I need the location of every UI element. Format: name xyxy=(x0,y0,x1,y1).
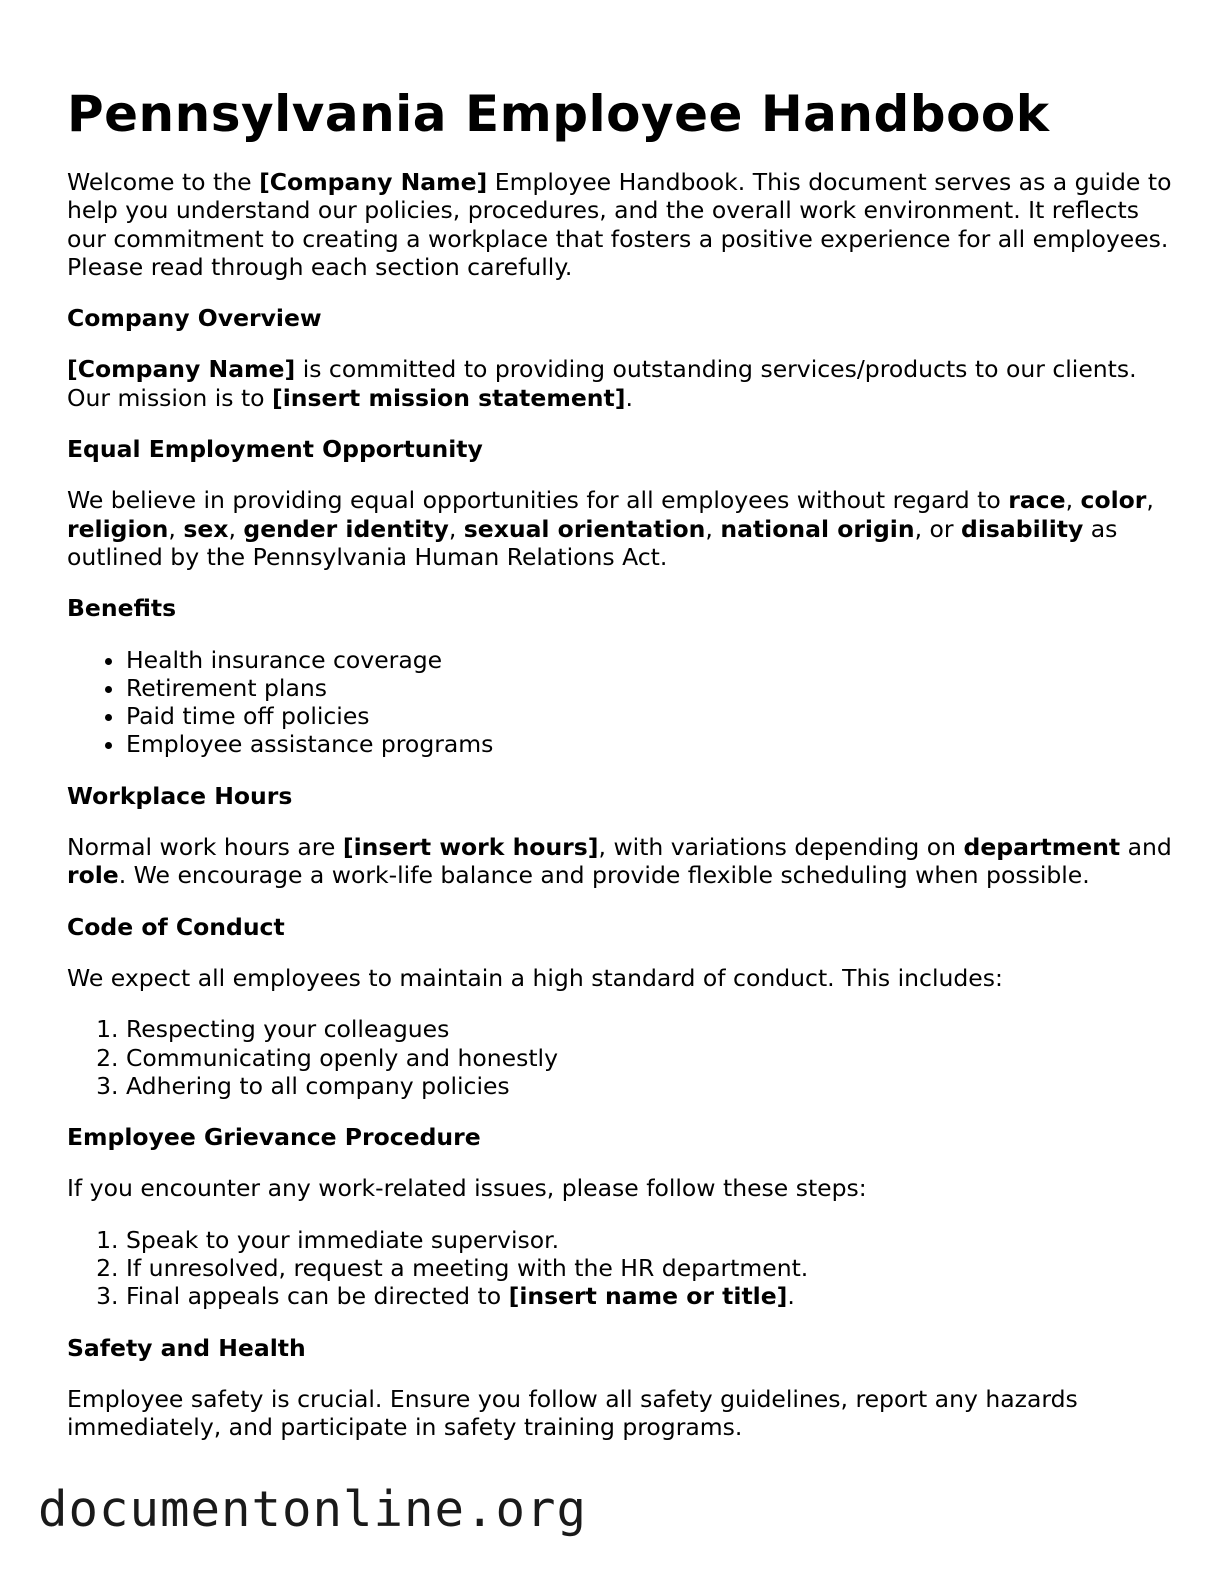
list-item: 3. Final appeals can be directed to [insert name or title]. xyxy=(126,1282,1177,1310)
intro-paragraph: Welcome to the [Company Name] Employee Handbook. This document serves as a guide to help you understand our policies, procedures, and the overall work environment. It reflects our commitment to creating a workplace that fosters a positive experience for all employees. Please read through each section carefully. xyxy=(67,168,1172,281)
workplace-hours-paragraph: Normal work hours are [insert work hours], with variations depending on department and role. We encourage a work-life balance and provide flexible scheduling when possible. xyxy=(67,833,1172,890)
list-item: • Health insurance coverage xyxy=(126,646,1177,674)
list-item: 1. Speak to your immediate supervisor. xyxy=(126,1226,1177,1254)
page-title: Pennsylvania Employee Handbook xyxy=(67,85,1050,143)
section-heading-workplace-hours: Workplace Hours xyxy=(67,781,293,810)
company-name-placeholder: [Company Name] xyxy=(67,355,296,384)
company-overview-paragraph: [Company Name] is committed to providing outstanding services/products to our clients. Our mission is to [insert mission statement]. xyxy=(67,355,1137,412)
section-heading-code-of-conduct: Code of Conduct xyxy=(67,912,285,941)
list-item: 1. Respecting your colleagues xyxy=(126,1015,1177,1043)
name-or-title-placeholder: [insert name or title] xyxy=(508,1282,788,1311)
document-page xyxy=(67,82,1177,1465)
list-item: • Retirement plans xyxy=(126,674,1177,702)
list-item: 3. Adhering to all company policies xyxy=(126,1072,1177,1100)
section-heading-safety: Safety and Health xyxy=(67,1333,306,1362)
list-item: 2. Communicating openly and honestly xyxy=(126,1044,1177,1072)
list-item: • Employee assistance programs xyxy=(126,730,1177,758)
company-name-placeholder: [Company Name] xyxy=(259,168,488,196)
list-item: 2. If unresolved, request a meeting with the HR department. xyxy=(126,1254,1177,1282)
code-of-conduct-paragraph: We expect all employees to maintain a high standard of conduct. This includes: xyxy=(67,963,1003,992)
list-item: • Paid time off policies xyxy=(126,702,1177,730)
section-heading-eeo: Equal Employment Opportunity xyxy=(67,435,483,464)
section-heading-company-overview: Company Overview xyxy=(67,304,322,333)
watermark: documentonline.org xyxy=(38,1481,588,1538)
mission-placeholder: [insert mission statement] xyxy=(272,383,626,412)
section-heading-grievance: Employee Grievance Procedure xyxy=(67,1123,481,1152)
benefits-list xyxy=(67,646,1177,759)
work-hours-placeholder: [insert work hours] xyxy=(342,833,599,862)
grievance-paragraph: If you encounter any work-related issues, please follow these steps: xyxy=(67,1174,867,1203)
section-heading-benefits: Benefits xyxy=(67,594,177,623)
safety-paragraph: Employee safety is crucial. Ensure you follow all safety guidelines, report any hazards immediately, and participate in safety training programs. xyxy=(67,1384,1078,1442)
eeo-paragraph: We believe in providing equal opportunities for all employees without regard to race, color, religion, sex, gender identity, sexual orientation, national origin, or disability as outlined by the Pennsylvania Human Relations Act. xyxy=(67,486,1154,571)
conduct-list xyxy=(67,1015,1177,1100)
grievance-steps-list xyxy=(67,1226,1177,1311)
